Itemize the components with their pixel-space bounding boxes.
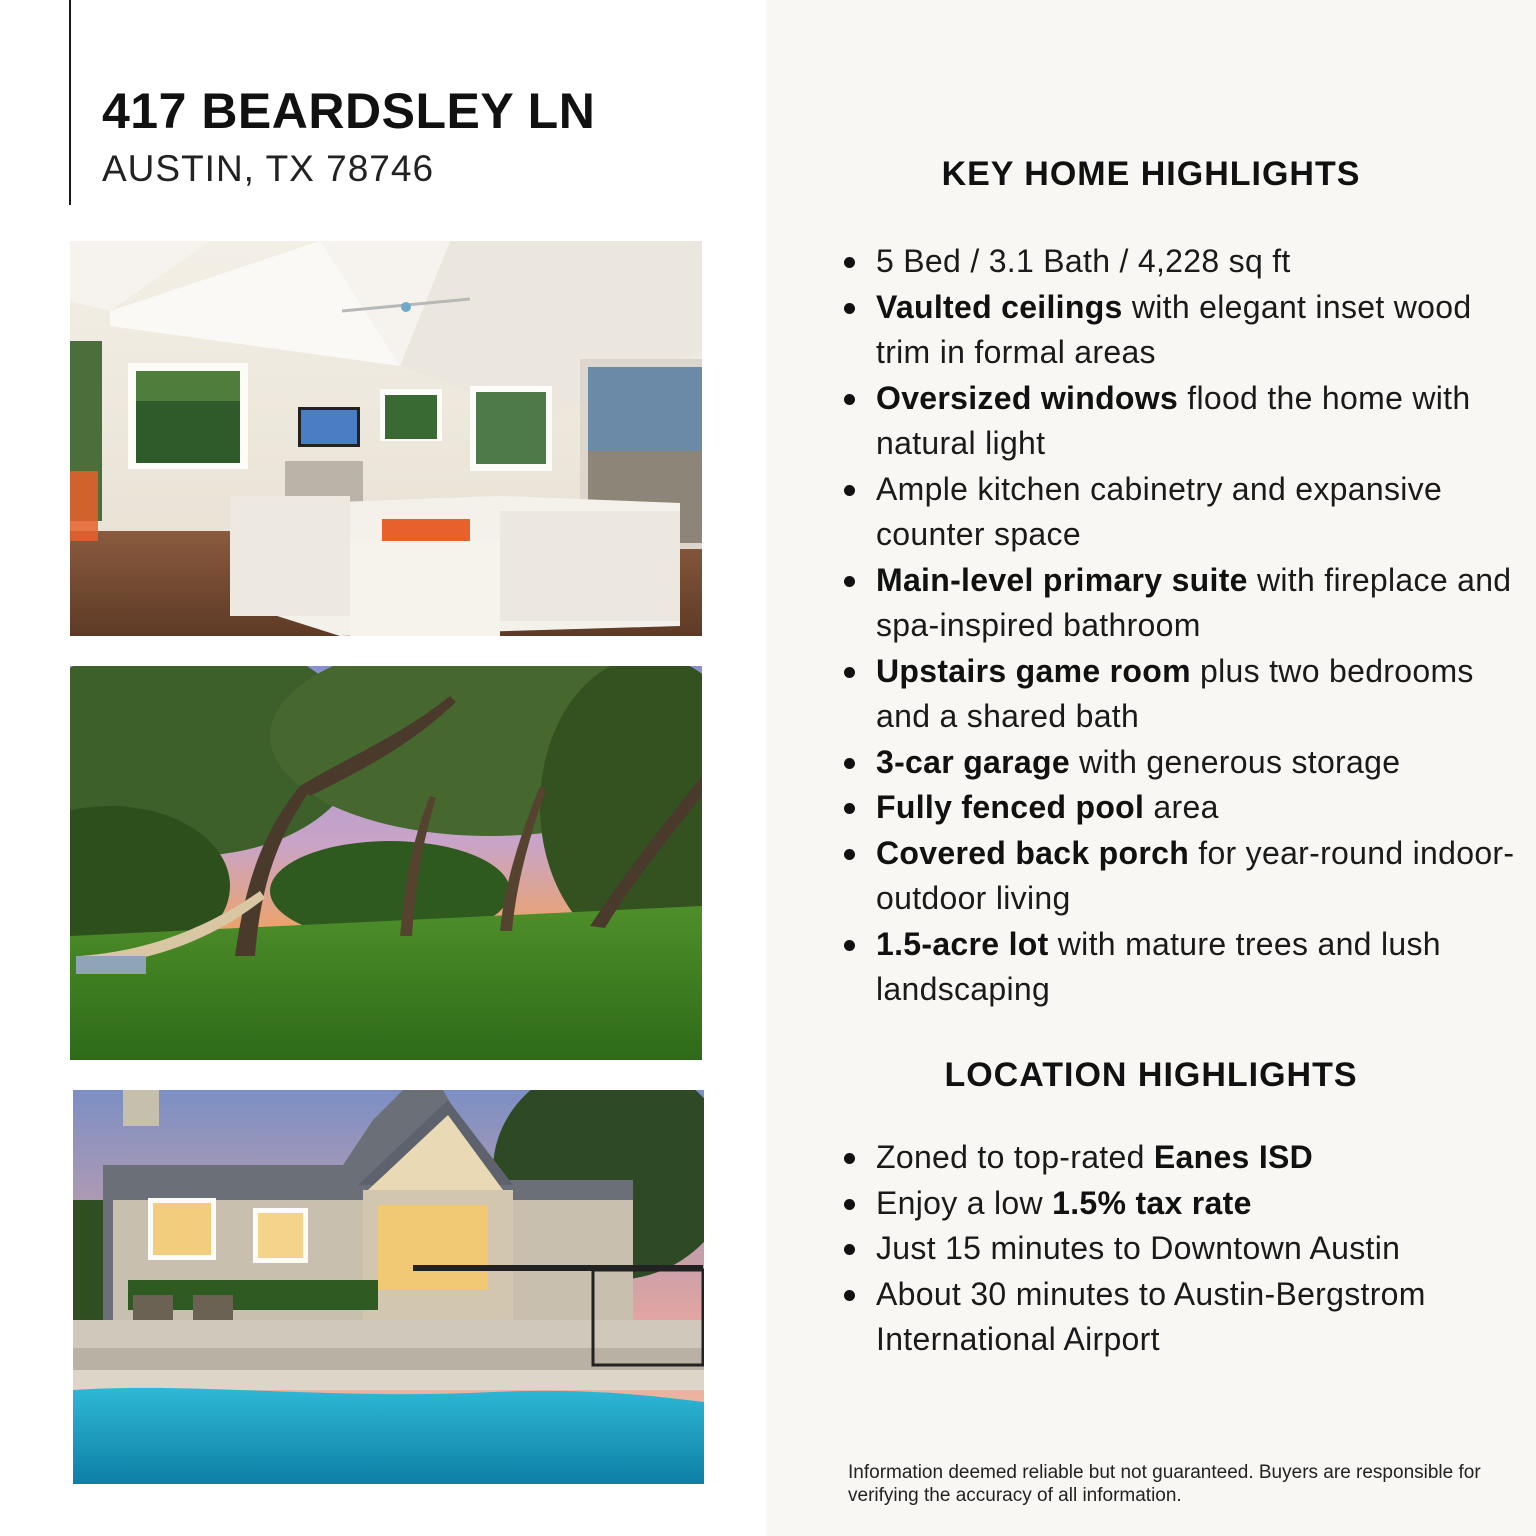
list-item bbox=[876, 376, 1516, 467]
highlight-text: with mature trees and lush landscaping bbox=[876, 925, 1441, 1007]
list-item bbox=[876, 1135, 1516, 1181]
location-text: Enjoy a low bbox=[876, 1184, 1053, 1221]
highlight-bold: Fully fenced pool bbox=[876, 789, 1145, 825]
list-item bbox=[876, 239, 1516, 285]
list-item bbox=[876, 1272, 1516, 1363]
highlight-text: with generous storage bbox=[1069, 743, 1401, 780]
highlight-text: with fireplace and spa-inspired bathroom bbox=[876, 561, 1512, 643]
property-address: 417 BEARDSLEY LN bbox=[102, 83, 596, 139]
list-item bbox=[876, 785, 1516, 831]
highlight-bold: Oversized windows bbox=[876, 379, 1179, 416]
list-item bbox=[876, 1181, 1516, 1227]
list-item bbox=[876, 831, 1516, 922]
location-text: Zoned to top-rated bbox=[876, 1139, 1154, 1175]
list-item bbox=[876, 467, 1516, 558]
highlight-bold: 3-car garage bbox=[876, 743, 1070, 780]
pool-exterior-photo bbox=[73, 1090, 704, 1484]
highlight-bold: Covered back porch bbox=[876, 834, 1190, 871]
highlight-text: 5 Bed / 3.1 Bath / 4,228 sq ft bbox=[876, 243, 1291, 279]
property-city-line: AUSTIN, TX 78746 bbox=[102, 148, 435, 189]
highlight-text: for year-round indoor-outdoor living bbox=[876, 834, 1515, 916]
highlight-bold: Main-level primary suite bbox=[876, 561, 1248, 598]
title-rule bbox=[69, 0, 71, 205]
living-room-photo bbox=[70, 241, 702, 636]
highlight-bold: Vaulted ceilings bbox=[876, 288, 1123, 325]
list-item bbox=[876, 1226, 1516, 1272]
list-item bbox=[876, 922, 1516, 1013]
location-bold: Eanes ISD bbox=[1153, 1139, 1314, 1175]
location-text: Just 15 minutes to Downtown Austin bbox=[876, 1230, 1401, 1266]
key-home-highlights-title: KEY HOME HIGHLIGHTS bbox=[941, 155, 1361, 193]
location-bold: 1.5% tax rate bbox=[1052, 1184, 1252, 1221]
location-highlights-list bbox=[876, 1135, 1516, 1363]
left-panel bbox=[0, 0, 766, 1536]
list-item bbox=[876, 285, 1516, 376]
highlight-bold: Upstairs game room bbox=[876, 652, 1191, 689]
list-item bbox=[876, 649, 1516, 740]
location-text: About 30 minutes to Austin-Bergstrom International Airport bbox=[876, 1275, 1426, 1357]
highlight-text: with elegant inset wood trim in formal areas bbox=[876, 288, 1472, 370]
highlight-text: area bbox=[1144, 789, 1219, 825]
location-highlights-title: LOCATION HIGHLIGHTS bbox=[944, 1056, 1358, 1094]
disclaimer-text: Information deemed reliable but not guaranteed. Buyers are responsible for verifying the accuracy of all information. bbox=[848, 1462, 1481, 1506]
list-item bbox=[876, 558, 1516, 649]
list-item bbox=[876, 740, 1516, 786]
highlight-text: Ample kitchen cabinetry and expansive counter space bbox=[876, 470, 1443, 552]
highlight-text: plus two bedrooms and a shared bath bbox=[876, 652, 1474, 734]
backyard-photo bbox=[70, 666, 702, 1060]
highlight-text: flood the home with natural light bbox=[876, 379, 1471, 461]
highlight-bold: 1.5-acre lot bbox=[876, 925, 1049, 962]
home-highlights-list bbox=[876, 239, 1516, 1013]
